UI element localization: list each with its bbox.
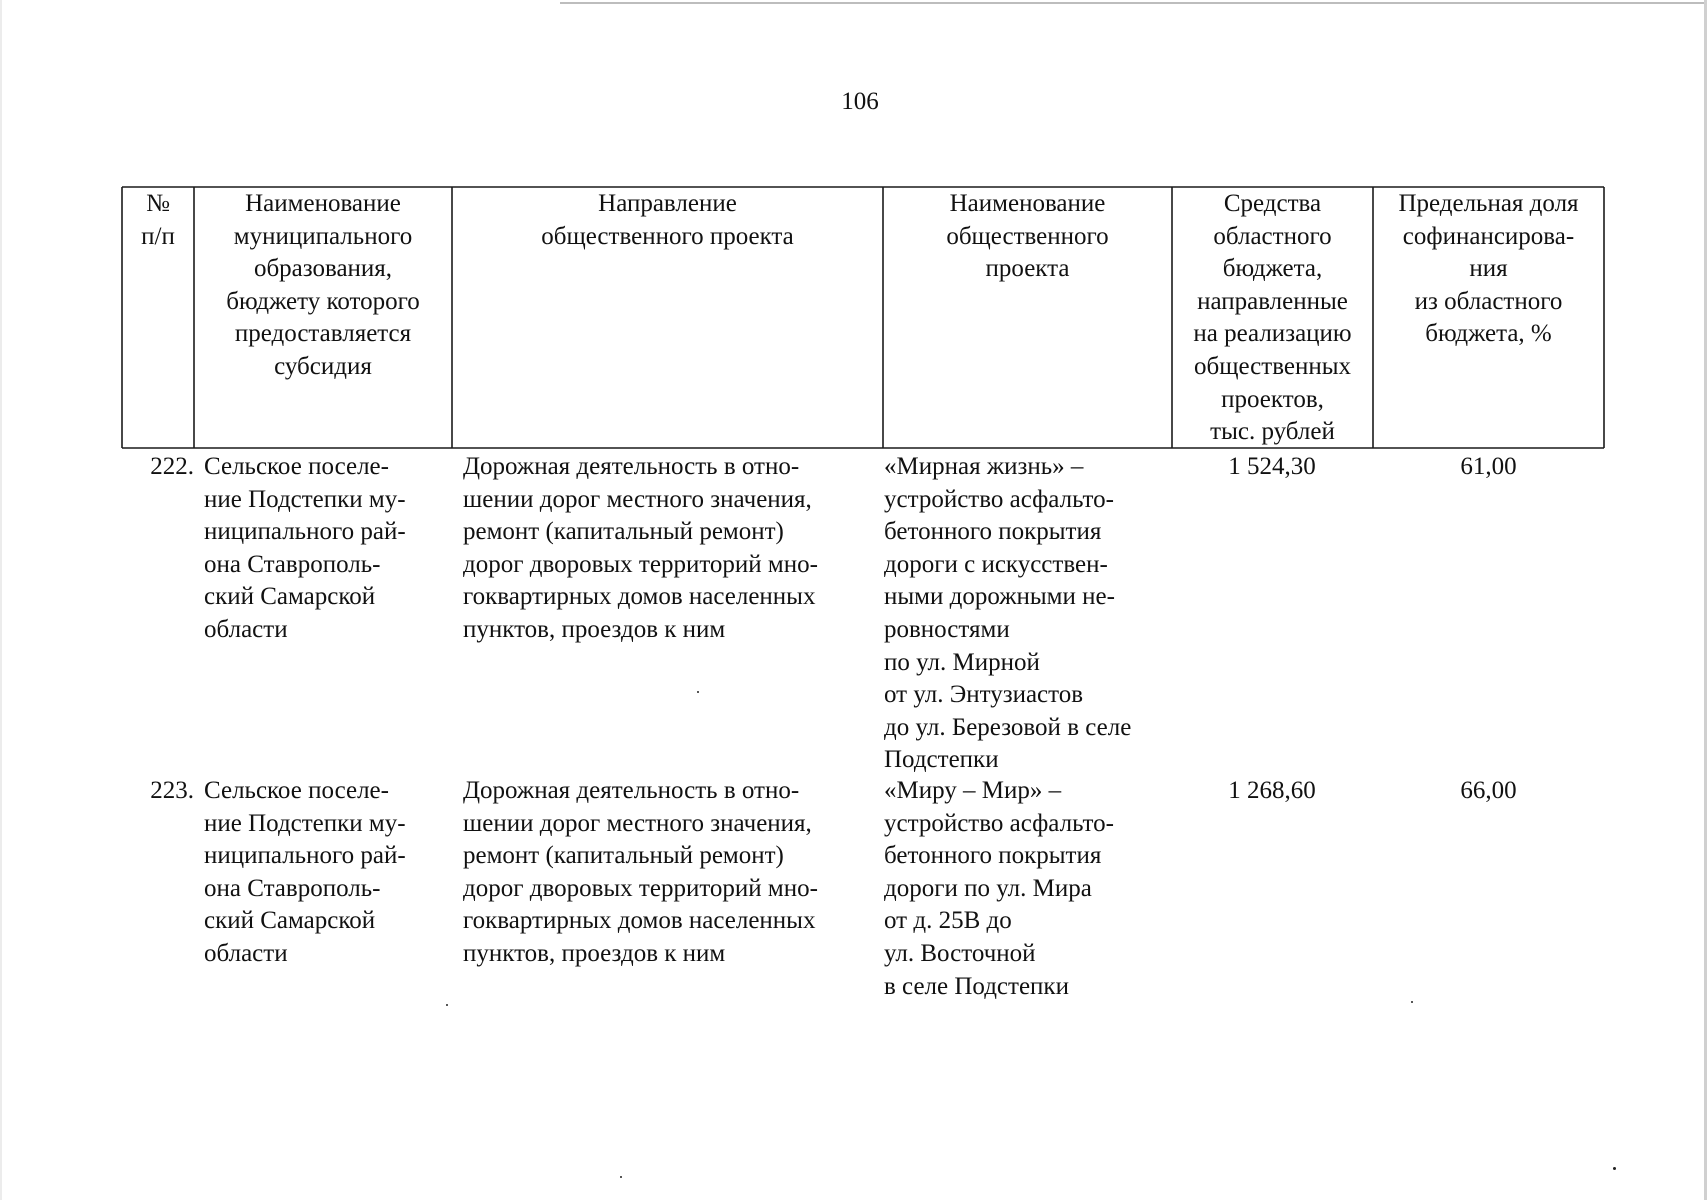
scan-edge-left	[0, 0, 2, 1200]
header-project: Наименование общественного проекта	[946, 190, 1109, 283]
row-project: «Мирная жизнь» – устройство асфальто- бетонного покрытия дороги с искусствен- ными дорожными не- ровностями по ул. Мирной от ул. Энтузиастов до ул. Березовой в селе Подстепки	[884, 453, 1132, 774]
scan-speck	[1411, 1001, 1413, 1003]
scan-speck	[1613, 1167, 1616, 1170]
row-share: 66,00	[1460, 777, 1517, 804]
scan-speck	[446, 1004, 448, 1006]
row-direction: Дорожная деятельность в отно- шении дорог местного значения, ремонт (капитальный ремонт) дорог дворовых территорий мно- гоквартирных домов населенных пунктов, проездов к ним	[463, 453, 818, 643]
page-number: 106	[841, 88, 879, 115]
header-direction: Направление общественного проекта	[541, 190, 794, 250]
row-funds: 1 268,60	[1228, 777, 1316, 804]
header-municipality: Наименование муниципального образования, бюджету которого предоставляется субсидия	[226, 190, 420, 380]
scan-speck	[620, 1176, 622, 1178]
scan-speck	[697, 691, 699, 693]
header-funds: Средства областного бюджета, направленные на реализацию общественных проектов, тыс. рублей	[1193, 190, 1352, 446]
row-project: «Миру – Мир» – устройство асфальто- бетонного покрытия дороги по ул. Мира от д. 25В до ул. Восточной в селе Подстепки	[884, 777, 1114, 1000]
row-number: 223.	[150, 777, 194, 804]
row-municipality: Сельское поселе- ние Подстепки му- ниципального рай- она Ставрополь- ский Самарской области	[204, 453, 406, 643]
header-number: № п/п	[141, 190, 175, 250]
header-share: Предельная доля софинансирова- ния из областного бюджета, %	[1398, 190, 1579, 348]
row-funds: 1 524,30	[1228, 453, 1316, 480]
scan-edge-top	[560, 2, 1707, 4]
row-municipality: Сельское поселе- ние Подстепки му- ниципального рай- она Ставрополь- ский Самарской области	[204, 777, 406, 967]
row-share: 61,00	[1460, 453, 1517, 480]
row-number: 222.	[150, 453, 194, 480]
row-direction: Дорожная деятельность в отно- шении дорог местного значения, ремонт (капитальный ремонт) дорог дворовых территорий мно- гоквартирных домов населенных пунктов, проездов к ним	[463, 777, 818, 967]
